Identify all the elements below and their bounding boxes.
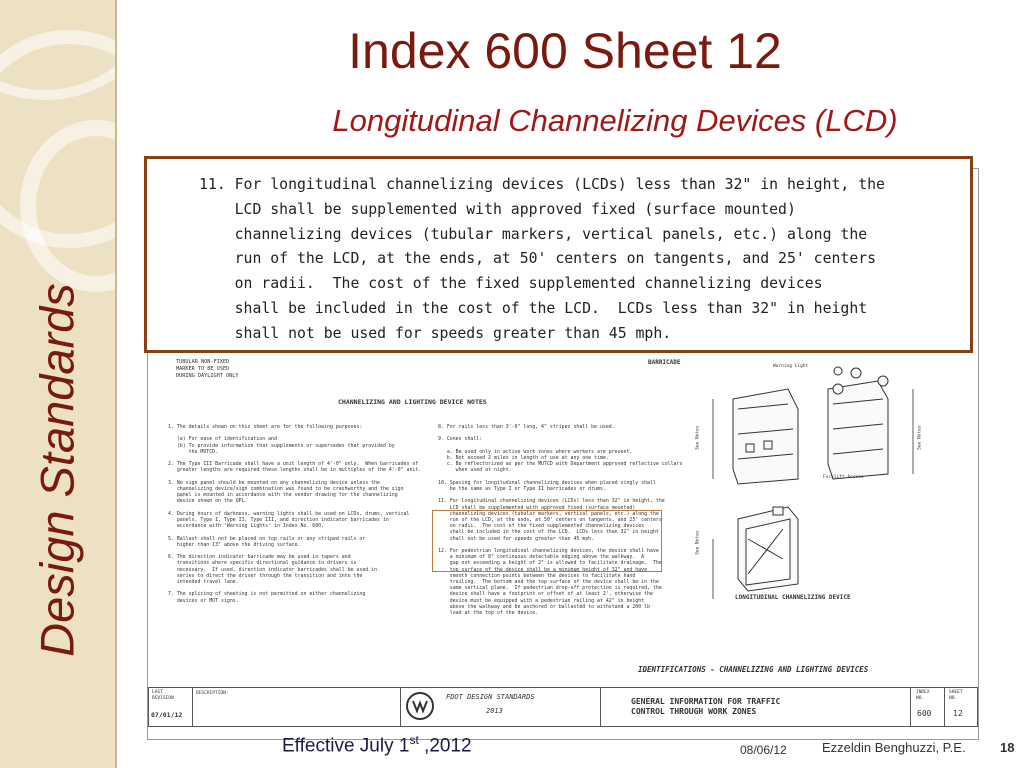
effective-sup: st [409,733,419,747]
notes-right: 8. For rails less than 3'-0" long, 4" stripes shall be used. 9. Cones shall: a. Be used only in active work zones where workers are present. b. Not exceed 2 miles in length of use at any one time. c. Be reflectorized as per the MUTCD with Department approved reflective collars when used at night. 10. Spacing for longitudinal channelizing devices when placed singly shall be the same as Type I or Type II barricades or drums. 11. For longitudinal channelizing devices (LCDs) less than 32" in height, the LCD shall be supplemented with approved fixed (surface mounted) channelizing devices (tubular markers, vertical panels, etc.) along the run of the LCD, at the ends, at 50' centers on tangents, and 25' centers on radii. The cost of the fixed supplemented channelizing devices shall be included in the cost of the LCD. LCDs less than 32" in height shall not be used for speeds greater than 45 mph. 12. For pedestrian longitudinal channelizing devices, the device shall have a minimum of 8" continuous detectable edging above the walkway. A gap not exceeding a height of 2" is allowed to facilitate drainage. The top surface of the device shall be a minimum height of 32" and have smooth connection points between the devices to facilitate hand trailing. The bottom and the top surface of the device shall be in the same vertical plane. If pedestrian drop-off protection is required, the device shall have a footprint or offset of at least 2', otherwise the device must be equipped with a pedestrian railing at 42" in height above the walkway and be anchored or ballasted to withstand a 200 lb load at the top of the device. [438,424,683,617]
fdot-label: FDOT DESIGN STANDARDS [446,693,535,701]
footer-author: Ezzeldin Benghuzzi, P.E. [822,740,966,755]
effective-suffix: ,2012 [418,735,472,757]
warning-light-label: Warning Light [773,364,809,369]
sheet-label: SHEET NO. [949,690,963,701]
general-info-block [600,687,912,727]
sidebar-title: Design Standards [30,283,84,657]
see-notes-label: See Notes [695,425,701,450]
general-info-label: GENERAL INFORMATION FOR TRAFFIC CONTROL THROUGH WORK ZONES [631,697,781,716]
notes-heading: CHANNELIZING AND LIGHTING DEVICE NOTES [338,398,487,406]
note-11-highlight [432,510,662,572]
last-revision-label: LAST REVISION [152,690,174,701]
fdot-seal-icon [405,691,435,721]
see-notes-label: See Notes [917,425,923,450]
year-label: 2013 [486,707,503,715]
revision-block [148,687,194,727]
barricade-1 [733,389,798,484]
barricade-drawings [678,359,968,679]
index-value: 600 [917,709,932,718]
identifications-label: IDENTIFICATIONS - CHANNELIZING AND LIGHTING DEVICES [638,665,869,674]
index-block [910,687,946,727]
page-subtitle: Longitudinal Channelizing Devices (LCD) [332,103,898,138]
footer-date: 08/06/12 [740,743,787,757]
sheet-number-block [944,687,978,727]
page-title: Index 600 Sheet 12 [348,23,782,79]
description-label: DESCRIPTION: [196,691,229,696]
lcd-label: LONGITUDINAL CHANNELIZING DEVICE [735,594,851,601]
barricade-2 [828,367,888,479]
fdot-block [400,687,602,727]
see-notes-label: See Notes [695,530,701,555]
description-block [192,687,402,727]
notes-left: 1. The details shown on this sheet are for the following purposes: (a) For ease of identification and (b) To provide information that supplements or supersedes that provided by the MUTCD. 2. The Type III Barricade shall have a unit length of 4'-0" only. When barricades of greater lengths are required these lengths shall be in multiples of the 4'-0" unit. 3. No sign panel should be mounted on any channelizing device unless the channelizing device/sign combination was found to be crashworthy and the sign panel is mounted in accordance with the vendor drawing for the channelizing device shown on the QPL. 4. During hours of darkness, warning lights shall be used on LCDs, drums, vertical panels, Type I, Type II, Type III, and direction indicator barricades in accordance with 'Warning Lights' in Index No. 600. 5. Ballast shall not be placed on top rails or any striped rails or higher than 13" above the driving surface. 6. The direction indicator barricade may be used in tapers and transitions where specific directional guidance to drivers is necessary. If used, direction indicator barricades shall be used in series to direct the driver through the transition and into the intended travel lane. 7. The splicing of sheeting is not permitted on either channelizing devices or MOT signs. [168,424,422,604]
callout-text: 11. For longitudinal channelizing devices (LCDs) less than 32" in height, the LCD shall be supplemented with approved fixed (surface mounted) channelizing devices (tubular markers, vertical panels, etc.) along the run of the LCD, at the ends, at 50' centers on tangents, and 25' centers on radii. The cost of the fixed supplemented channelizing devices shall be included in the cost of the LCD. LCDs less than 32" in height shall not be used for speeds greater than 45 mph. [199,176,885,342]
barricade-label: BARRICADE [648,359,681,366]
index-label: INDEX NO. [916,690,930,701]
note-callout [144,156,973,353]
sidebar-panel [0,0,117,768]
page-number: 18 [1000,740,1015,755]
top-left-label: TUBULAR NON-FIXED MARKER TO BE USED DURING DAYLIGHT ONLY [176,359,239,380]
sheet-value: 12 [953,709,963,718]
last-revision-date: 07/01/12 [151,711,183,719]
effective-prefix: Effective July 1 [282,735,410,757]
forklift-label: Forklift Access [823,475,864,480]
lcd-drawing [738,507,798,591]
effective-date [282,733,472,757]
